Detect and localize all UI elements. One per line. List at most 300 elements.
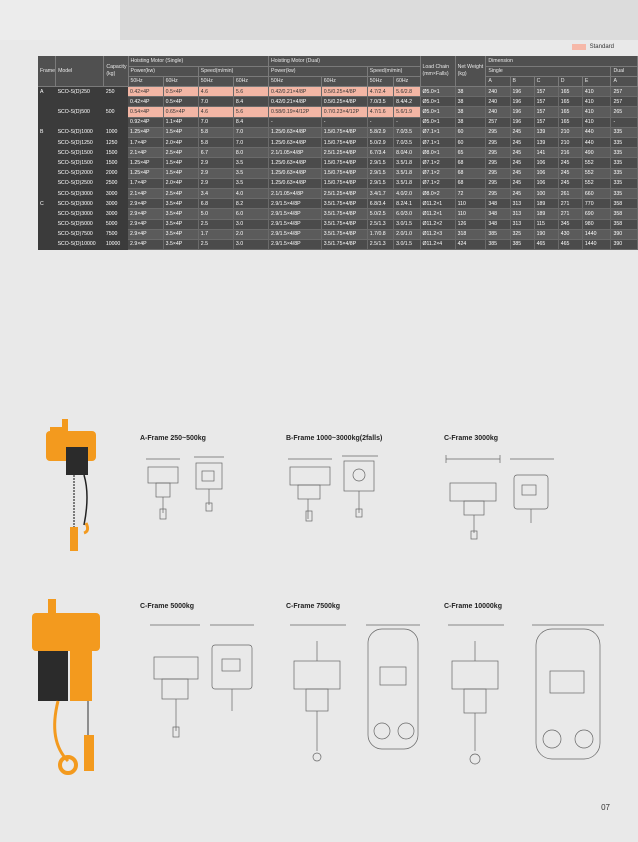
cell-dp50: 1.25/0.63×4/8P <box>269 127 322 137</box>
cell-p60: 2.0×4P <box>163 178 198 188</box>
cell-weight: 126 <box>455 219 486 229</box>
cell-chain: Ø11.2×3 <box>420 229 455 239</box>
cell-p50: 2.9×4P <box>128 239 163 249</box>
table-row <box>38 209 638 219</box>
cell-b: 245 <box>510 168 534 178</box>
cell-d: 210 <box>558 138 582 148</box>
cell-a: 240 <box>486 107 510 117</box>
cell-p50: 1.25×4P <box>128 168 163 178</box>
cell-c: 189 <box>534 199 558 209</box>
th-s50: 50Hz <box>198 76 233 86</box>
cell-weight: 38 <box>455 97 486 107</box>
th-p50: 50Hz <box>128 76 163 86</box>
cell-dp50: 2.1/1.05×4/8P <box>269 188 322 198</box>
cell-b: 245 <box>510 148 534 158</box>
cell-dp60: 1.5/0.75×4/8P <box>321 178 367 188</box>
cell-p60: 3.5×4P <box>163 209 198 219</box>
frame-title-a: A-Frame 250~500kg <box>140 435 206 442</box>
th-dim-c: C <box>534 76 558 86</box>
cell-s50: 4.6 <box>198 87 233 97</box>
cell-chain: Ø11.2×2 <box>420 219 455 229</box>
cell-s60: 2.0 <box>233 229 268 239</box>
cell-cap: 3000 <box>104 188 128 198</box>
cell-a: 257 <box>486 117 510 127</box>
cell-d: 245 <box>558 158 582 168</box>
cell-b: 385 <box>510 239 534 249</box>
cell-da: 358 <box>611 219 638 229</box>
cell-ds60: 3.0/1.5 <box>394 219 420 229</box>
cell-s50: 2.9 <box>198 178 233 188</box>
cell-a: 348 <box>486 209 510 219</box>
cell-frame <box>38 219 56 229</box>
table-row <box>38 158 638 168</box>
cell-d: 165 <box>558 107 582 117</box>
th-dim-e: E <box>582 76 611 86</box>
cell-chain: Ø11.2×1 <box>420 199 455 209</box>
th-single-motor: Hoisting Motor (Single) <box>128 56 269 66</box>
cell-p60: 0.65×4P <box>163 107 198 117</box>
cell-d: 245 <box>558 178 582 188</box>
cell-cap: 1500 <box>104 158 128 168</box>
table-row <box>38 87 638 97</box>
cell-p60: 3.5×4P <box>163 239 198 249</box>
cell-s60: 4.0 <box>233 188 268 198</box>
cell-s50: 2.9 <box>198 158 233 168</box>
cell-s60: 7.0 <box>233 127 268 137</box>
cell-weight: 110 <box>455 199 486 209</box>
cell-b: 196 <box>510 117 534 127</box>
table-row <box>38 148 638 158</box>
cell-ds50: 7.0/3.5 <box>367 97 393 107</box>
cell-s50: 5.8 <box>198 127 233 137</box>
cell-ds60: 8.4/4.2 <box>394 97 420 107</box>
cell-cap <box>104 117 128 127</box>
cell-chain: Ø11.2×4 <box>420 239 455 249</box>
cell-a: 295 <box>486 138 510 148</box>
cell-c: 106 <box>534 178 558 188</box>
cell-da: 335 <box>611 178 638 188</box>
cell-c: 141 <box>534 148 558 158</box>
cell-p60: 0.5×4P <box>163 87 198 97</box>
diagram-area <box>0 395 638 842</box>
drawing-c7500 <box>286 621 436 781</box>
cell-s60: 8.2 <box>233 199 268 209</box>
cell-dp50: 1.25/0.63×4/8P <box>269 168 322 178</box>
cell-p50: 2.9×4P <box>128 219 163 229</box>
cell-d: 165 <box>558 117 582 127</box>
cell-p50: 0.92×4P <box>128 117 163 127</box>
cell-weight: 110 <box>455 209 486 219</box>
cell-c: 106 <box>534 168 558 178</box>
cell-d: 271 <box>558 209 582 219</box>
th-dp50: 50Hz <box>269 76 322 86</box>
cell-d: 245 <box>558 168 582 178</box>
cell-model: SCO-S(D)3000 <box>56 209 104 219</box>
cell-ds50: 3.4/1.7 <box>367 188 393 198</box>
cell-b: 313 <box>510 199 534 209</box>
cell-cap <box>104 97 128 107</box>
cell-frame <box>38 148 56 158</box>
cell-c: 106 <box>534 158 558 168</box>
cell-cap: 1500 <box>104 148 128 158</box>
cell-s50: 2.5 <box>198 239 233 249</box>
table-row <box>38 127 638 137</box>
hoist-photo-small <box>40 417 110 557</box>
cell-ds50: 2.9/1.5 <box>367 158 393 168</box>
th-dim-b: B <box>510 76 534 86</box>
cell-frame: B <box>38 127 56 137</box>
drawing-c10000 <box>444 621 614 781</box>
cell-s60: 3.0 <box>233 219 268 229</box>
cell-s50: 5.8 <box>198 138 233 148</box>
cell-da: 265 <box>611 107 638 117</box>
cell-s60: 7.0 <box>233 138 268 148</box>
cell-cap: 2000 <box>104 168 128 178</box>
cell-s50: 1.7 <box>198 229 233 239</box>
th-ds60: 60Hz <box>394 76 420 86</box>
cell-frame <box>38 209 56 219</box>
cell-p50: 2.9×4P <box>128 209 163 219</box>
cell-da: 335 <box>611 158 638 168</box>
cell-model: SCO-S(D)1500 <box>56 148 104 158</box>
th-power: Power(kw) <box>128 66 198 76</box>
cell-dp60: 0.5/0.25×4/8P <box>321 97 367 107</box>
cell-e: 1440 <box>582 229 611 239</box>
cell-c: 190 <box>534 229 558 239</box>
th-dimension: Dimension <box>486 56 638 66</box>
cell-cap: 5000 <box>104 219 128 229</box>
cell-dp50: - <box>269 117 322 127</box>
cell-c: 157 <box>534 97 558 107</box>
cell-dp60: 3.5/1.75×4/8P <box>321 229 367 239</box>
cell-b: 196 <box>510 87 534 97</box>
th-dim-d: D <box>558 76 582 86</box>
cell-a: 295 <box>486 158 510 168</box>
cell-ds50: 4.7/2.4 <box>367 87 393 97</box>
th-model: Model <box>56 56 104 87</box>
cell-chain: Ø8.0×1 <box>420 148 455 158</box>
cell-frame <box>38 158 56 168</box>
th-dual-power: Power(kw) <box>269 66 368 76</box>
frame-title-c10000: C-Frame 10000kg <box>444 603 502 610</box>
table-row <box>38 117 638 127</box>
cell-d: 261 <box>558 188 582 198</box>
cell-b: 325 <box>510 229 534 239</box>
cell-ds60: 5.6/1.9 <box>394 107 420 117</box>
cell-s60: 3.5 <box>233 158 268 168</box>
cell-a: 295 <box>486 168 510 178</box>
cell-ds50: 6.8/3.4 <box>367 199 393 209</box>
cell-chain: Ø11.2×1 <box>420 209 455 219</box>
cell-e: 440 <box>582 127 611 137</box>
cell-p50: 2.9×4P <box>128 229 163 239</box>
cell-da: 335 <box>611 188 638 198</box>
table-row <box>38 138 638 148</box>
cell-chain: Ø5.0×1 <box>420 107 455 117</box>
cell-model: SCO-S(D)7500 <box>56 229 104 239</box>
cell-b: 245 <box>510 138 534 148</box>
cell-c: 157 <box>534 87 558 97</box>
cell-dp60: 3.5/1.75×4/8P <box>321 239 367 249</box>
cell-a: 295 <box>486 148 510 158</box>
cell-s60: 3.5 <box>233 178 268 188</box>
cell-p50: 1.7×4P <box>128 138 163 148</box>
cell-model: SCO-S(D)5000 <box>56 219 104 229</box>
cell-s60: 8.4 <box>233 97 268 107</box>
legend <box>572 44 614 50</box>
cell-p50: 1.25×4P <box>128 158 163 168</box>
cell-ds60: 8.2/4.1 <box>394 199 420 209</box>
cell-e: 410 <box>582 87 611 97</box>
cell-b: 245 <box>510 178 534 188</box>
legend-swatch <box>572 44 586 50</box>
cell-ds60: 7.0/3.5 <box>394 138 420 148</box>
cell-chain: Ø7.1×1 <box>420 138 455 148</box>
th-dual: Dual <box>611 66 638 76</box>
cell-chain: Ø5.0×1 <box>420 87 455 97</box>
cell-ds60: 3.5/1.8 <box>394 168 420 178</box>
cell-p60: 1.5×4P <box>163 168 198 178</box>
cell-da: 390 <box>611 229 638 239</box>
cell-model: SCO-S(D)1250 <box>56 138 104 148</box>
th-s60: 60Hz <box>233 76 268 86</box>
cell-p60: 0.5×4P <box>163 97 198 107</box>
table-row <box>38 168 638 178</box>
cell-d: 165 <box>558 87 582 97</box>
cell-p60: 2.5×4P <box>163 148 198 158</box>
cell-a: 295 <box>486 178 510 188</box>
cell-c: 189 <box>534 209 558 219</box>
cell-p50: 0.42×4P <box>128 87 163 97</box>
cell-s50: 6.7 <box>198 148 233 158</box>
cell-dp60: 3.5/1.75×4/8P <box>321 209 367 219</box>
cell-da: 358 <box>611 209 638 219</box>
cell-ds50: 1.7/0.8 <box>367 229 393 239</box>
cell-p50: 0.42×4P <box>128 97 163 107</box>
th-frame: Frame <box>38 56 56 87</box>
top-band <box>0 0 638 40</box>
cell-frame <box>38 107 56 117</box>
cell-s50: 5.0 <box>198 209 233 219</box>
cell-e: 770 <box>582 199 611 209</box>
cell-b: 245 <box>510 127 534 137</box>
cell-b: 245 <box>510 158 534 168</box>
frame-title-c3000: C-Frame 3000kg <box>444 435 499 442</box>
cell-e: 690 <box>582 209 611 219</box>
cell-s50: 2.5 <box>198 219 233 229</box>
cell-c: 157 <box>534 107 558 117</box>
cell-p50: 2.1×4P <box>128 148 163 158</box>
cell-ds50: 5.8/2.9 <box>367 127 393 137</box>
cell-dp50: 1.25/0.63×4/8P <box>269 158 322 168</box>
th-dp60: 60Hz <box>321 76 367 86</box>
cell-dp60: 0.7/0.23×4/12P <box>321 107 367 117</box>
cell-dp60: 1.5/0.75×4/8P <box>321 158 367 168</box>
cell-p60: 3.5×4P <box>163 219 198 229</box>
th-dual-speed: Speed(m/min) <box>367 66 420 76</box>
cell-a: 385 <box>486 229 510 239</box>
cell-e: 440 <box>582 138 611 148</box>
cell-weight: 65 <box>455 148 486 158</box>
cell-d: 216 <box>558 148 582 158</box>
cell-frame <box>38 178 56 188</box>
cell-model: SCO-S(D)10000 <box>56 239 104 249</box>
cell-cap: 10000 <box>104 239 128 249</box>
cell-s50: 7.0 <box>198 97 233 107</box>
cell-p50: 2.1×4P <box>128 188 163 198</box>
cell-da: - <box>611 117 638 127</box>
cell-da: 335 <box>611 168 638 178</box>
table-row <box>38 178 638 188</box>
cell-c: 100 <box>534 188 558 198</box>
cell-d: 465 <box>558 239 582 249</box>
cell-e: 552 <box>582 158 611 168</box>
cell-chain: Ø8.0×2 <box>420 188 455 198</box>
cell-dp50: 2.9/1.5×4/8P <box>269 199 322 209</box>
cell-s60: 5.6 <box>233 87 268 97</box>
drawing-a-frame <box>140 453 240 523</box>
cell-ds60: 7.0/3.5 <box>394 127 420 137</box>
th-dual-a: A <box>611 76 638 86</box>
cell-model: SCO-S(D)2500 <box>56 178 104 188</box>
cell-c: 157 <box>534 117 558 127</box>
th-p60: 60Hz <box>163 76 198 86</box>
cell-chain: Ø7.1×2 <box>420 178 455 188</box>
cell-weight: 38 <box>455 87 486 97</box>
cell-c: 139 <box>534 138 558 148</box>
cell-weight: 68 <box>455 168 486 178</box>
cell-a: 295 <box>486 188 510 198</box>
cell-ds50: 6.7/3.4 <box>367 148 393 158</box>
cell-ds60: 8.0/4.0 <box>394 148 420 158</box>
cell-da: 335 <box>611 127 638 137</box>
table-row <box>38 97 638 107</box>
table-row <box>38 188 638 198</box>
cell-model: SCO-S(D)500 <box>56 107 104 117</box>
cell-ds50: 5.0/2.5 <box>367 209 393 219</box>
cell-dp60: 3.5/1.75×4/8P <box>321 199 367 209</box>
cell-c: 139 <box>534 127 558 137</box>
cell-model <box>56 117 104 127</box>
cell-frame <box>38 229 56 239</box>
cell-c: 115 <box>534 219 558 229</box>
cell-ds50: 2.9/1.5 <box>367 168 393 178</box>
cell-p60: 2.0×4P <box>163 138 198 148</box>
cell-dp60: - <box>321 117 367 127</box>
cell-p60: 1.1×4P <box>163 117 198 127</box>
cell-ds50: 2.5/1.3 <box>367 219 393 229</box>
cell-dp60: 3.5/1.75×4/8P <box>321 219 367 229</box>
cell-ds60: - <box>394 117 420 127</box>
th-load-chain: Load Chain (mm×Falls) <box>420 56 455 87</box>
cell-p60: 3.5×4P <box>163 229 198 239</box>
cell-dp50: 2.1/1.05×4/8P <box>269 148 322 158</box>
cell-dp50: 0.42/0.21×4/8P <box>269 87 322 97</box>
cell-dp50: 2.9/1.5×4/8P <box>269 209 322 219</box>
cell-dp60: 0.5/0.25×4/8P <box>321 87 367 97</box>
th-ds50: 50Hz <box>367 76 393 86</box>
cell-p50: 1.7×4P <box>128 178 163 188</box>
cell-dp60: 2.5/1.25×4/8P <box>321 188 367 198</box>
cell-frame <box>38 138 56 148</box>
cell-e: 410 <box>582 107 611 117</box>
drawing-c3000 <box>444 453 564 543</box>
cell-cap: 3000 <box>104 209 128 219</box>
table-row <box>38 199 638 209</box>
cell-model: SCO-S(D)1500 <box>56 158 104 168</box>
cell-s60: 8.4 <box>233 117 268 127</box>
cell-d: 271 <box>558 199 582 209</box>
cell-model: SCO-S(D)1000 <box>56 127 104 137</box>
cell-model: SCO-S(D)2000 <box>56 168 104 178</box>
table-row <box>38 229 638 239</box>
cell-dp50: 2.9/1.5×4/8P <box>269 229 322 239</box>
cell-a: 240 <box>486 97 510 107</box>
cell-p50: 0.54×4P <box>128 107 163 117</box>
frame-title-c5000: C-Frame 5000kg <box>140 603 195 610</box>
cell-e: 490 <box>582 148 611 158</box>
cell-ds50: 4.7/1.6 <box>367 107 393 117</box>
th-net-weight: Net Weight (kg) <box>455 56 486 87</box>
cell-da: 257 <box>611 97 638 107</box>
cell-s60: 6.0 <box>233 209 268 219</box>
cell-dp60: 1.5/0.75×4/8P <box>321 168 367 178</box>
cell-b: 245 <box>510 188 534 198</box>
th-speed: Speed(m/min) <box>198 66 268 76</box>
cell-weight: 68 <box>455 178 486 188</box>
cell-da: 390 <box>611 239 638 249</box>
cell-frame <box>38 188 56 198</box>
cell-d: 210 <box>558 127 582 137</box>
legend-label: Standard <box>589 44 614 50</box>
frame-title-b: B-Frame 1000~3000kg(2falls) <box>286 435 383 442</box>
drawing-c5000 <box>140 621 260 751</box>
cell-dp60: 1.5/0.75×4/8P <box>321 138 367 148</box>
cell-d: 345 <box>558 219 582 229</box>
cell-chain: Ø5.0×1 <box>420 97 455 107</box>
page-number: 07 <box>601 803 610 812</box>
cell-a: 295 <box>486 127 510 137</box>
cell-ds50: 2.5/1.3 <box>367 239 393 249</box>
cell-p60: 2.5×4P <box>163 188 198 198</box>
cell-cap: 7500 <box>104 229 128 239</box>
cell-weight: 72 <box>455 188 486 198</box>
cell-s60: 3.5 <box>233 168 268 178</box>
cell-ds60: 3.5/1.8 <box>394 178 420 188</box>
cell-s60: 3.0 <box>233 239 268 249</box>
cell-model: SCO-S(D)250 <box>56 87 104 97</box>
cell-e: 980 <box>582 219 611 229</box>
cell-b: 196 <box>510 97 534 107</box>
cell-frame <box>38 168 56 178</box>
cell-frame <box>38 239 56 249</box>
cell-c: 465 <box>534 239 558 249</box>
table-row <box>38 107 638 117</box>
cell-ds60: 5.6/2.8 <box>394 87 420 97</box>
cell-a: 240 <box>486 87 510 97</box>
cell-ds60: 3.0/1.5 <box>394 239 420 249</box>
hoist-photo-large <box>28 595 108 795</box>
spec-table-body <box>38 87 638 250</box>
cell-weight: 38 <box>455 117 486 127</box>
cell-a: 348 <box>486 199 510 209</box>
cell-cap: 2500 <box>104 178 128 188</box>
th-dual-motor: Hoisting Motor (Dual) <box>269 56 420 66</box>
frame-title-c7500: C-Frame 7500kg <box>286 603 341 610</box>
cell-weight: 38 <box>455 107 486 117</box>
cell-dp50: 1.25/0.63×4/8P <box>269 178 322 188</box>
cell-d: 430 <box>558 229 582 239</box>
